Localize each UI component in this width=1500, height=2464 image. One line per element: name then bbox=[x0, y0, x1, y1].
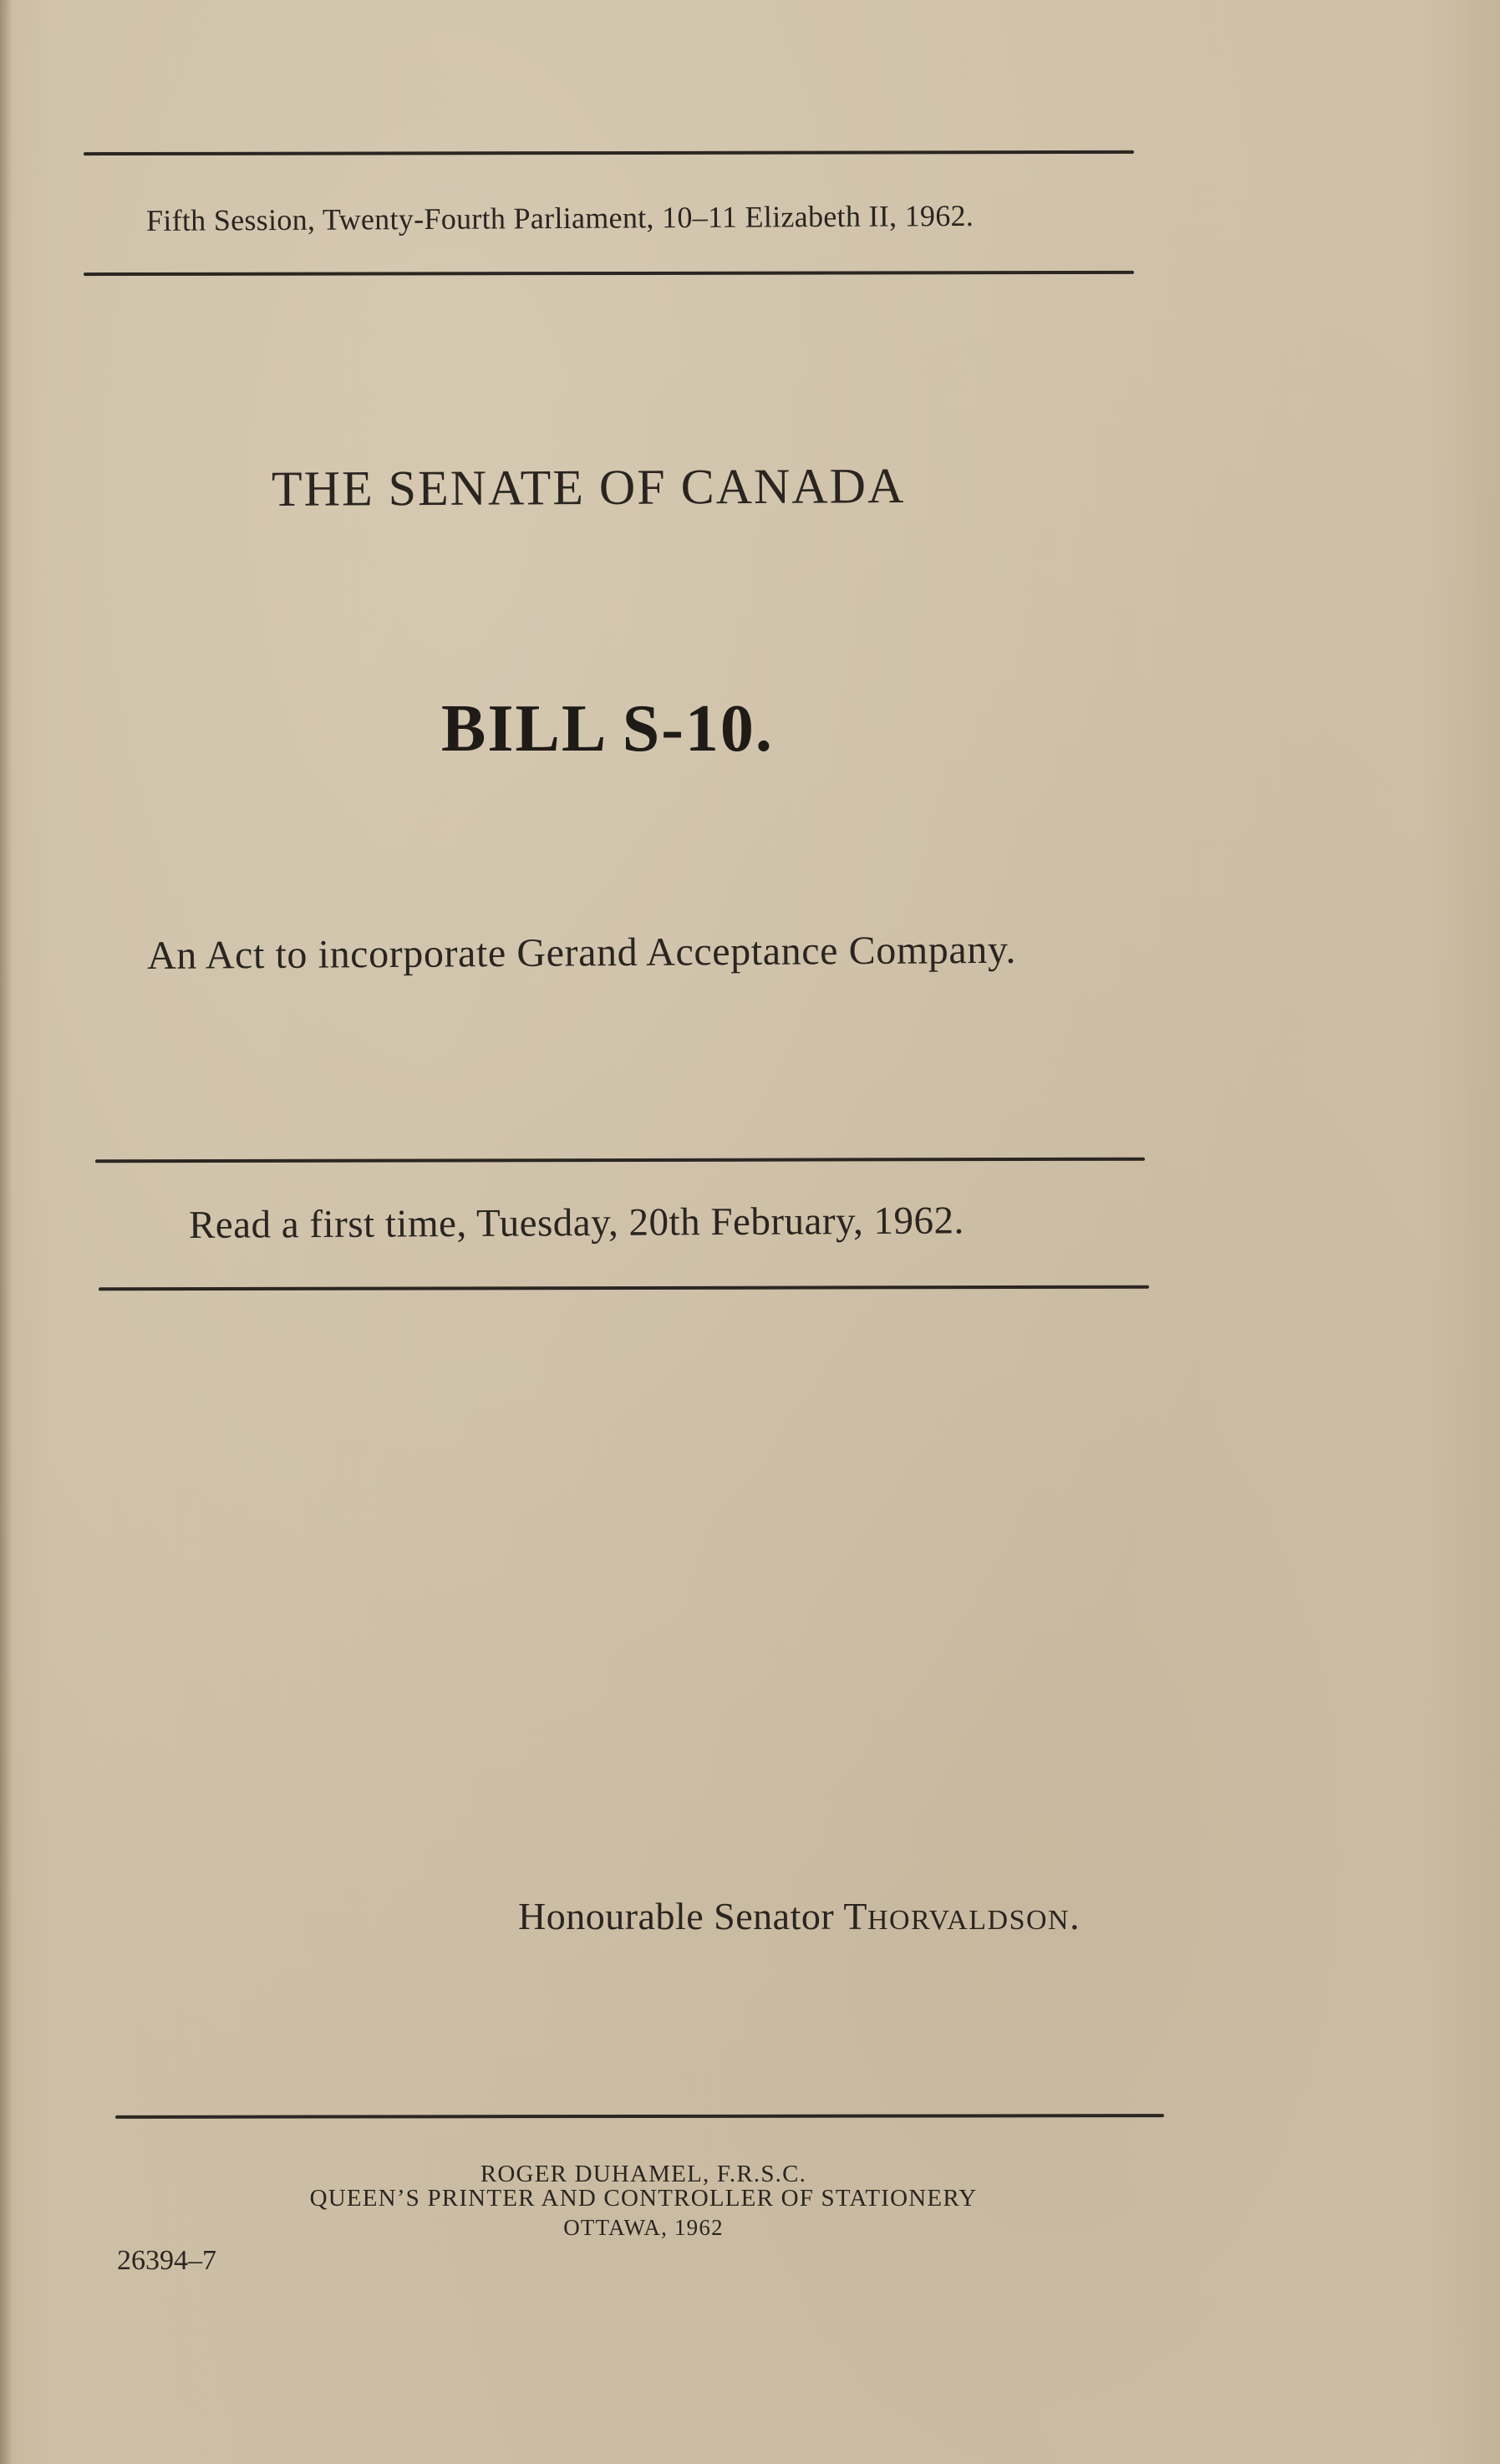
bill-description: An Act to incorporate Gerand Acceptance Company. bbox=[146, 927, 1017, 978]
reading-bottom-rule bbox=[99, 1285, 1149, 1291]
sponsor-name-initial: T bbox=[843, 1895, 867, 1937]
printer-title: QUEEN’S PRINTER AND CONTROLLER OF STATIONERY bbox=[309, 2185, 978, 2212]
sponsor-prefix: Honourable Senator bbox=[518, 1895, 844, 1937]
header-bottom-rule bbox=[84, 271, 1134, 276]
page-spine-shadow bbox=[0, 0, 12, 2464]
reading-top-rule bbox=[95, 1158, 1145, 1163]
footer-rule bbox=[115, 2114, 1164, 2119]
sponsor-name-rest: HORVALDSON bbox=[867, 1905, 1070, 1936]
first-reading-line: Read a first time, Tuesday, 20th February, 1962. bbox=[188, 1199, 964, 1247]
printer-city: OTTAWA, 1962 bbox=[563, 2215, 724, 2240]
session-line: Fifth Session, Twenty-Fourth Parliament, 10–11 Elizabeth II, 1962. bbox=[145, 198, 974, 237]
senate-title: THE SENATE OF CANADA bbox=[271, 458, 906, 517]
header-top-rule bbox=[84, 150, 1134, 155]
sponsor-line bbox=[518, 1897, 1080, 1936]
printer-name: ROGER DUHAMEL, F.R.S.C. bbox=[480, 2161, 807, 2187]
bill-number: BILL S-10. bbox=[441, 692, 774, 766]
document-number: 26394–7 bbox=[117, 2245, 216, 2276]
sponsor-suffix: . bbox=[1070, 1895, 1081, 1937]
